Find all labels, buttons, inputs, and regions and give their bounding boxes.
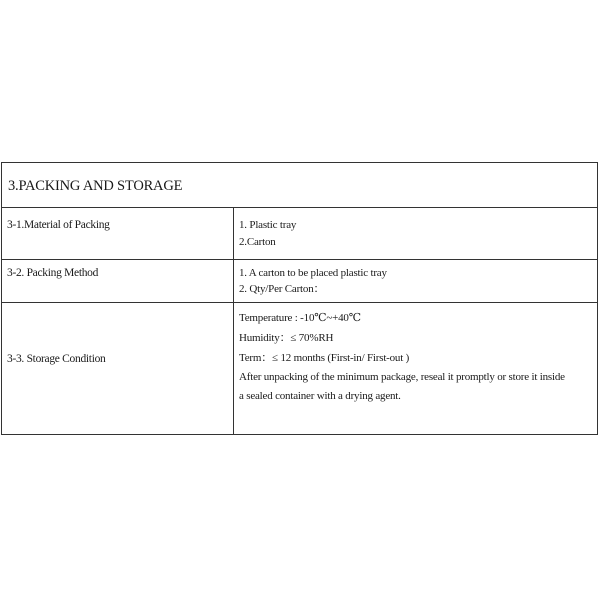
material-line-2: 2.Carton xyxy=(239,236,276,248)
storage-temperature: Temperature : -10℃~+40℃ xyxy=(239,312,361,324)
storage-humidity: Humidity：≤ 70%RH xyxy=(239,332,334,344)
packing-method-line-2: 2. Qty/Per Carton： xyxy=(239,283,325,295)
storage-term: Term：≤ 12 months (First-in/ First-out ) xyxy=(239,352,410,364)
material-line-1: 1. Plastic tray xyxy=(239,219,297,231)
table-row-material xyxy=(2,208,597,260)
section-title-row xyxy=(2,163,597,208)
packing-storage-table xyxy=(1,162,598,435)
table-row-storage-condition xyxy=(2,303,597,434)
row-label-storage-condition: 3-3. Storage Condition xyxy=(7,353,106,365)
row-label-material: 3-1.Material of Packing xyxy=(7,219,110,231)
packing-method-line-1: 1. A carton to be placed plastic tray xyxy=(239,267,387,279)
storage-note-line-2: a sealed container with a drying agent. xyxy=(239,390,401,402)
table-row-packing-method xyxy=(2,260,597,303)
row-label-packing-method: 3-2. Packing Method xyxy=(7,267,99,279)
section-title: 3.PACKING AND STORAGE xyxy=(8,178,183,194)
column-divider xyxy=(233,208,234,434)
storage-note-line-1: After unpacking of the minimum package, reseal it promptly or store it inside xyxy=(239,371,565,383)
